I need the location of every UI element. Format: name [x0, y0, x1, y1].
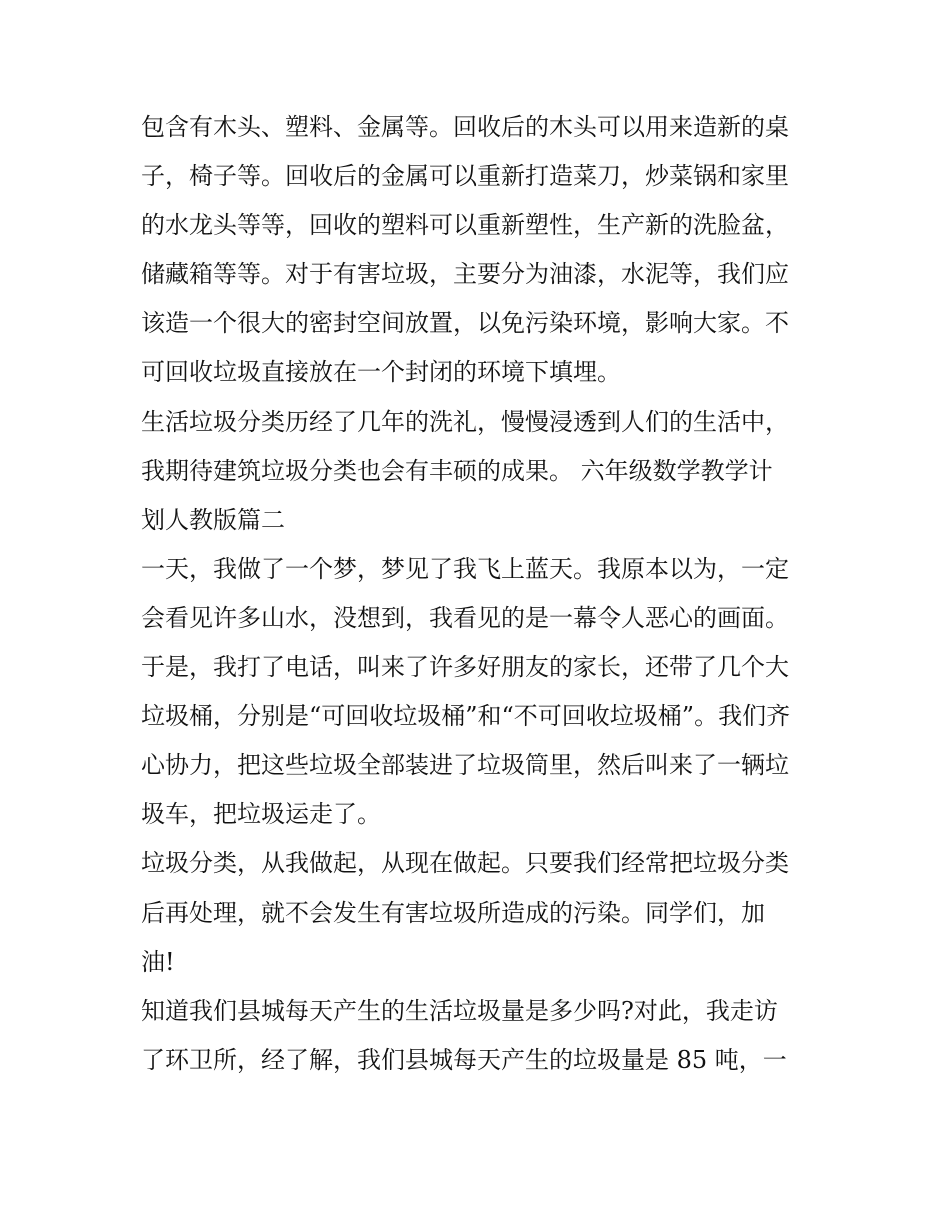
text-line: 圾车，把垃圾运走了。 [141, 800, 381, 829]
text-line: 的水龙头等等，回收的塑料可以重新塑性，生产新的洗脸盆， [141, 211, 789, 240]
text-line: 会看见许多山水，没想到，我看见的是一幕令人恶心的画面。 [141, 603, 789, 632]
text-line: 于是，我打了电话，叫来了许多好朋友的家长，还带了几个大 [141, 653, 789, 682]
text-line: 我期待建筑垃圾分类也会有丰硕的成果。 六年级数学教学计 [141, 456, 773, 485]
text-line: 知道我们县城每天产生的生活垃圾量是多少吗?对此，我走访 [141, 996, 778, 1025]
text-line: 储藏箱等等。对于有害垃圾，主要分为油漆，水泥等，我们应 [141, 260, 789, 289]
text-line: 了环卫所，经了解，我们县城每天产生的垃圾量是 85 吨，一 [141, 1045, 787, 1074]
text-line: 包含有木头、塑料、金属等。回收后的木头可以用来造新的桌 [141, 113, 789, 141]
text-line: 垃圾分类，从我做起，从现在做起。只要我们经常把垃圾分类 [141, 849, 789, 878]
text-line: 生活垃圾分类历经了几年的洗礼，慢慢浸透到人们的生活中， [141, 407, 789, 436]
document-page [141, 103, 821, 1085]
text-line: 一天，我做了一个梦，梦见了我飞上蓝天。我原本以为，一定 [141, 554, 789, 583]
text-line: 后再处理，就不会发生有害垃圾所造成的污染。同学们，加 [141, 898, 765, 927]
text-line: 垃圾桶，分别是“可回收垃圾桶”和“不可回收垃圾桶”。我们齐 [141, 702, 791, 731]
text-line: 心协力，把这些垃圾全部装进了垃圾筒里，然后叫来了一辆垃 [141, 751, 789, 780]
text-line: 可回收垃圾直接放在一个封闭的环境下填埋。 [141, 358, 621, 387]
text-line: 油! [141, 947, 175, 976]
text-line: 划人教版篇二 [141, 505, 285, 534]
text-line: 子，椅子等。回收后的金属可以重新打造菜刀，炒菜锅和家里 [141, 162, 789, 191]
text-line: 该造一个很大的密封空间放置，以免污染环境，影响大家。不 [141, 309, 789, 338]
